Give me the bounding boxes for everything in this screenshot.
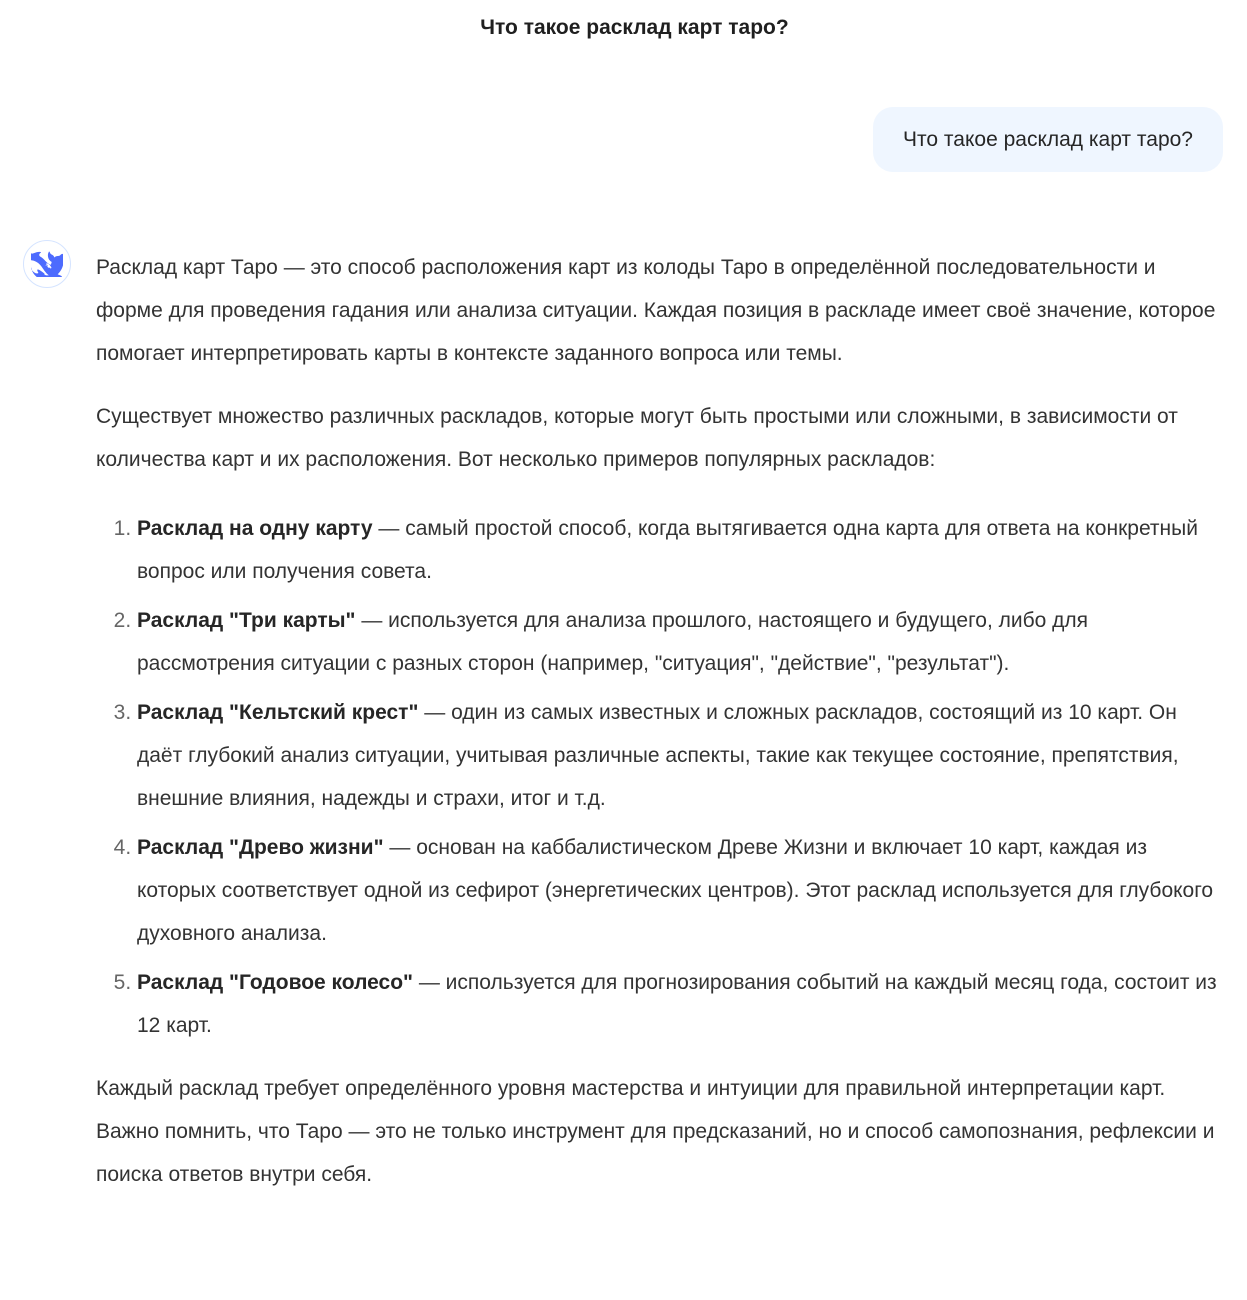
list-item-title: Расклад на одну карту	[137, 517, 373, 540]
list-item-title: Расклад "Древо жизни"	[137, 836, 384, 859]
list-item	[137, 961, 1226, 1047]
list-item-title: Расклад "Годовое колесо"	[137, 971, 414, 994]
user-message-text: Что такое расклад карт таро?	[903, 127, 1193, 151]
list-item-text: — используется для прогнозирования событий на каждый месяц года, состоит из 12 карт.	[137, 971, 1217, 1037]
answer-closing-paragraph: Каждый расклад требует определённого уровня мастерства и интуиции для правильной интерпретации карт. Важно помнить, что Таро — это не только инструмент для предсказаний, но и способ самопознания, рефлексии и поиска ответов внутри себя.	[96, 1077, 1215, 1186]
assistant-avatar	[23, 240, 71, 288]
list-item	[137, 691, 1226, 820]
list-item-title: Расклад "Три карты"	[137, 609, 356, 632]
list-item-text: — самый простой способ, когда вытягивается одна карта для ответа на конкретный вопрос или получения совета.	[137, 517, 1198, 583]
list-item	[137, 826, 1226, 955]
assistant-answer	[96, 246, 1226, 1196]
list-item-text: — один из самых известных и сложных раскладов, состоящий из 10 карт. Он даёт глубокий анализ ситуации, учитывая различные аспекты, такие как текущее состояние, препятствия, внешние влияния, надежды и страхи, итог и т.д.	[137, 701, 1179, 810]
answer-paragraph: Существует множество различных раскладов, которые могут быть простыми или сложными, в зависимости от количества карт и их расположения. Вот несколько примеров популярных раскладов:	[96, 405, 1178, 471]
list-item-text: — используется для анализа прошлого, настоящего и будущего, либо для рассмотрения ситуации с разных сторон (например, "ситуация", "действие", "результат").	[137, 609, 1089, 675]
list-item-text: — основан на каббалистическом Древе Жизни и включает 10 карт, каждая из которых соответствует одной из сефирот (энергетических центров). Этот расклад используется для глубокого духовного анализа.	[137, 836, 1214, 945]
page-title: Что такое расклад карт таро?	[480, 16, 789, 39]
user-message-bubble	[873, 107, 1223, 172]
answer-paragraph: Расклад карт Таро — это способ расположения карт из колоды Таро в определённой последовательности и форме для проведения гадания или анализа ситуации. Каждая позиция в раскладе имеет своё значение, которое помогает интерпретировать карты в контексте заданного вопроса или темы.	[96, 256, 1216, 365]
list-item	[137, 507, 1226, 593]
list-item-title: Расклад "Кельтский крест"	[137, 701, 419, 724]
whale-logo-icon	[31, 251, 63, 277]
spreads-list	[96, 507, 1226, 1047]
list-item	[137, 599, 1226, 685]
